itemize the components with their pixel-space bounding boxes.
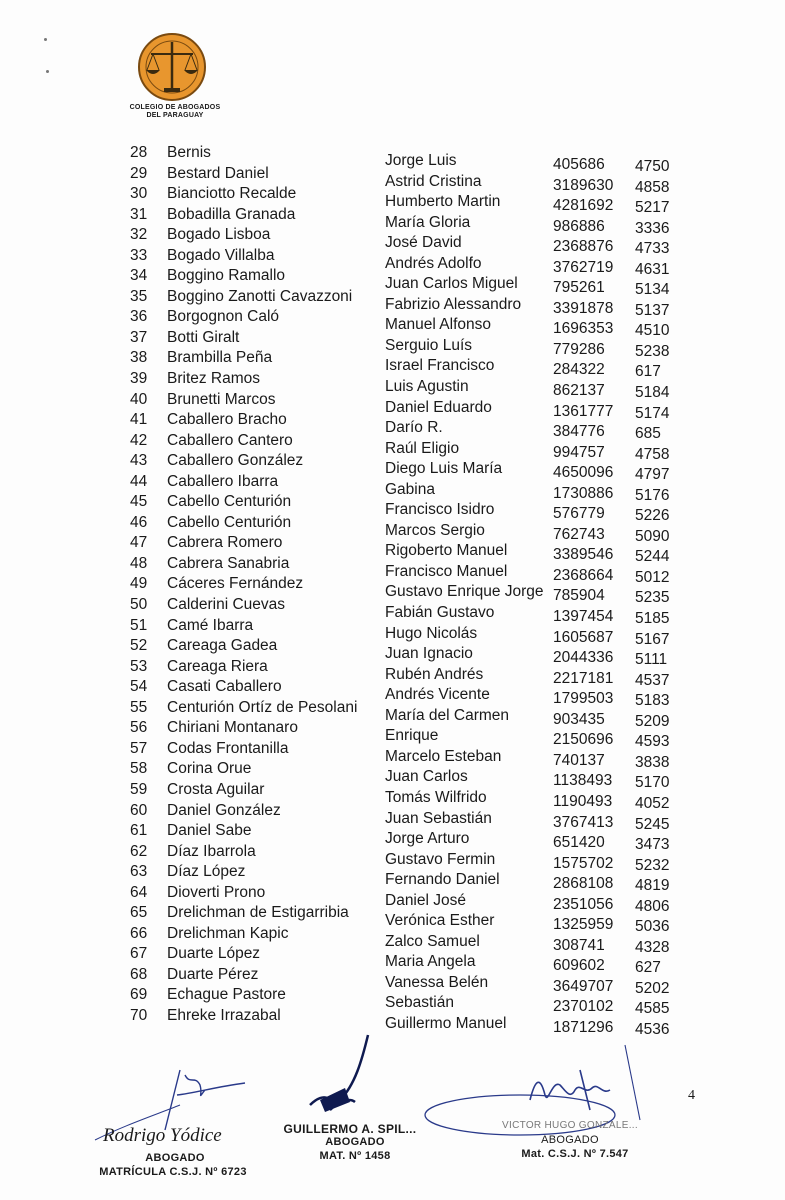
member-given-names: Andrés Adolfo xyxy=(385,254,482,272)
member-registration-number: 5137 xyxy=(635,301,670,319)
member-id-number: 740137 xyxy=(553,751,605,769)
member-given-names: Guillermo Manuel xyxy=(385,1014,507,1032)
member-id-number: 1799503 xyxy=(553,690,614,708)
member-surname: Drelichman Kapic xyxy=(167,924,289,942)
member-id-number: 3649707 xyxy=(553,977,614,995)
member-registration-number: 5245 xyxy=(635,815,670,833)
member-surname: Crosta Aguilar xyxy=(167,780,265,798)
member-id-number: 405686 xyxy=(553,156,605,173)
member-number: 61 xyxy=(130,822,148,840)
member-id-number: 795261 xyxy=(553,279,605,297)
logo-caption: COLEGIO DE ABOGADOS DEL PARAGUAY xyxy=(129,104,221,119)
member-number: 52 xyxy=(130,637,148,655)
member-number: 47 xyxy=(130,534,148,552)
member-given-names: Jorge Arturo xyxy=(385,830,470,848)
member-surname: Díaz Ibarrola xyxy=(167,842,256,860)
member-surname: Botti Giralt xyxy=(167,328,240,346)
member-given-names: Tomás Wilfrido xyxy=(385,788,487,806)
member-id-number: 862137 xyxy=(553,382,605,400)
member-registration-number: 5174 xyxy=(635,404,670,422)
member-registration-number: 617 xyxy=(635,363,661,381)
member-given-names: Israel Francisco xyxy=(385,357,495,375)
member-registration-number: 5217 xyxy=(635,199,670,217)
member-number: 48 xyxy=(130,554,148,572)
member-surname: Daniel Sabe xyxy=(167,822,252,840)
member-surname: Britez Ramos xyxy=(167,370,261,388)
member-registration-number: 5134 xyxy=(635,281,670,299)
member-registration-number: 4797 xyxy=(635,466,670,484)
member-surname: Caballero Ibarra xyxy=(167,472,279,490)
member-surname: Bianciotto Recalde xyxy=(167,185,297,203)
member-surname: Calderini Cuevas xyxy=(167,596,286,614)
member-surname: Bobadilla Granada xyxy=(167,205,296,223)
member-surname: Casati Caballero xyxy=(167,678,282,696)
member-registration-number: 5235 xyxy=(635,589,670,607)
member-id-number: 1190493 xyxy=(553,792,613,810)
member-given-names: José David xyxy=(385,234,462,252)
member-id-number: 4650096 xyxy=(553,464,614,482)
member-registration-number: 4631 xyxy=(635,260,670,278)
member-surname: Bogado Villalba xyxy=(167,246,275,264)
member-id-number: 384776 xyxy=(553,423,605,441)
member-registration-number: 4750 xyxy=(635,158,670,175)
member-surname: Echague Pastore xyxy=(167,986,286,1004)
member-surname: Dioverti Prono xyxy=(167,883,266,901)
member-registration-number: 4536 xyxy=(635,1020,670,1038)
member-number: 30 xyxy=(130,185,148,203)
member-given-names: Vanessa Belén xyxy=(385,973,489,991)
member-registration-number: 4328 xyxy=(635,938,670,956)
member-surname: Corina Orue xyxy=(167,760,252,778)
member-number: 42 xyxy=(130,431,148,449)
member-registration-number: 5202 xyxy=(635,979,670,997)
member-surname: Caballero Cantero xyxy=(167,431,293,449)
member-number: 34 xyxy=(130,267,148,285)
member-id-number: 2351056 xyxy=(553,895,614,913)
member-registration-number: 5184 xyxy=(635,384,670,402)
member-surname: Boggino Zanotti Cavazzoni xyxy=(167,287,353,305)
member-given-names: Hugo Nicolás xyxy=(385,624,478,642)
member-number: 65 xyxy=(130,904,148,922)
member-registration-number: 5012 xyxy=(635,568,670,586)
member-id-number: 4281692 xyxy=(553,197,614,215)
member-id-number: 2368876 xyxy=(553,238,614,256)
member-surname: Codas Frontanilla xyxy=(167,739,289,757)
member-given-names: Fabián Gustavo xyxy=(385,604,495,622)
member-registration-number: 5170 xyxy=(635,774,670,792)
signature-2-registration: MAT. Nº 1458 xyxy=(319,1150,391,1162)
member-id-number: 2044336 xyxy=(553,649,614,667)
member-id-number: 3767413 xyxy=(553,813,614,831)
member-given-names: María del Carmen xyxy=(385,706,510,724)
member-given-names: Darío R. xyxy=(385,419,443,437)
member-registration-number: 5111 xyxy=(635,651,668,669)
member-number: 54 xyxy=(130,678,148,696)
member-id-number: 2150696 xyxy=(553,731,614,749)
member-number: 28 xyxy=(130,144,148,161)
member-registration-number: 5183 xyxy=(635,692,670,710)
member-number: 67 xyxy=(130,945,148,963)
member-number: 57 xyxy=(130,739,148,757)
member-registration-number: 5176 xyxy=(635,486,670,504)
member-number: 41 xyxy=(130,411,148,429)
member-number: 36 xyxy=(130,308,148,326)
member-registration-number: 5232 xyxy=(635,856,670,874)
member-id-number: 2370102 xyxy=(553,998,614,1016)
member-given-names: Maria Angela xyxy=(385,953,476,971)
member-number: 64 xyxy=(130,883,148,901)
member-registration-number: 3838 xyxy=(635,753,670,771)
member-given-names: Fernando Daniel xyxy=(385,871,500,889)
member-id-number: 1730886 xyxy=(553,484,614,502)
member-given-names: Gustavo Fermin xyxy=(385,850,496,868)
member-surname: Caballero González xyxy=(167,452,304,470)
member-id-number: 1397454 xyxy=(553,608,614,626)
member-given-names: Diego Luis María xyxy=(385,460,503,478)
member-given-names: Manuel Alfonso xyxy=(385,316,491,334)
member-number: 69 xyxy=(130,986,148,1004)
member-id-number: 2868108 xyxy=(553,875,614,893)
member-id-number: 1325959 xyxy=(553,916,614,934)
member-number: 62 xyxy=(130,842,148,860)
bar-association-logo xyxy=(120,32,230,132)
member-number: 50 xyxy=(130,596,148,614)
member-registration-number: 4819 xyxy=(635,877,670,895)
member-id-number: 1575702 xyxy=(553,854,614,872)
member-number: 43 xyxy=(130,452,148,470)
member-surname: Cáceres Fernández xyxy=(167,575,304,593)
member-number: 70 xyxy=(130,1006,148,1024)
member-id-number: 2368664 xyxy=(553,566,614,584)
member-number: 33 xyxy=(130,246,148,264)
signature-1-title: ABOGADO xyxy=(145,1152,205,1164)
signature-1-registration: MATRÍCULA C.S.J. Nº 6723 xyxy=(99,1166,247,1178)
member-surname: Careaga Gadea xyxy=(167,637,278,655)
member-surname: Borgognon Caló xyxy=(167,308,280,326)
member-surname: Díaz López xyxy=(167,863,246,881)
member-number: 51 xyxy=(130,616,148,634)
member-id-number: 609602 xyxy=(553,957,605,975)
member-number: 56 xyxy=(130,719,148,737)
member-given-names: Rigoberto Manuel xyxy=(385,542,508,560)
member-number: 49 xyxy=(130,575,148,593)
member-number: 58 xyxy=(130,760,148,778)
member-number: 45 xyxy=(130,493,148,511)
member-number: 38 xyxy=(130,349,148,367)
member-surname: Brambilla Peña xyxy=(167,349,273,367)
member-surname: Cabrera Romero xyxy=(167,534,283,552)
member-surname: Cabello Centurión xyxy=(167,513,292,531)
member-given-names: Fabrizio Alessandro xyxy=(385,295,522,313)
member-registration-number: 5226 xyxy=(635,507,670,525)
member-id-number: 903435 xyxy=(553,710,605,728)
member-id-number: 1696353 xyxy=(553,320,614,338)
member-surname: Boggino Ramallo xyxy=(167,267,286,285)
member-given-names: Juan Ignacio xyxy=(385,645,473,663)
member-given-names: Zalco Samuel xyxy=(385,932,480,950)
member-given-names: Francisco Manuel xyxy=(385,562,508,580)
member-given-names: Gabina xyxy=(385,480,435,498)
member-surname: Bogado Lisboa xyxy=(167,226,271,244)
member-surname: Brunetti Marcos xyxy=(167,390,276,408)
member-given-names: Rubén Andrés xyxy=(385,665,484,683)
member-given-names: Andrés Vicente xyxy=(385,686,490,704)
member-registration-number: 4593 xyxy=(635,733,670,751)
member-registration-number: 685 xyxy=(635,425,661,443)
member-id-number: 284322 xyxy=(553,361,605,379)
member-surname: Daniel González xyxy=(167,801,281,819)
member-given-names: Daniel José xyxy=(385,891,466,909)
member-number: 39 xyxy=(130,370,148,388)
member-registration-number: 4510 xyxy=(635,322,670,340)
member-number: 40 xyxy=(130,390,148,408)
member-id-number: 3762719 xyxy=(553,258,614,276)
page-number: 4 xyxy=(688,1088,695,1103)
member-registration-number: 5167 xyxy=(635,630,670,648)
member-id-number: 785904 xyxy=(553,587,605,605)
member-id-number: 3391878 xyxy=(553,299,614,317)
member-id-number: 1138493 xyxy=(553,772,613,790)
member-registration-number: 4052 xyxy=(635,794,670,812)
member-registration-number: 4858 xyxy=(635,178,670,196)
member-given-names: Jorge Luis xyxy=(385,152,457,169)
member-id-number: 986886 xyxy=(553,217,605,235)
member-surname: Camé Ibarra xyxy=(167,616,254,634)
member-id-number: 3389546 xyxy=(553,546,614,564)
scales-of-justice-icon xyxy=(137,32,207,102)
member-surname: Cabello Centurión xyxy=(167,493,292,511)
member-number: 46 xyxy=(130,513,148,531)
member-id-number: 1605687 xyxy=(553,628,614,646)
member-registration-number: 4733 xyxy=(635,240,670,258)
member-given-names: Marcos Sergio xyxy=(385,521,485,539)
members-list xyxy=(120,143,680,1038)
member-registration-number: 5209 xyxy=(635,712,670,730)
member-registration-number: 627 xyxy=(635,959,661,977)
member-given-names: Astrid Cristina xyxy=(385,172,482,190)
member-registration-number: 3336 xyxy=(635,219,670,237)
member-number: 55 xyxy=(130,698,148,716)
member-surname: Bernis xyxy=(167,144,211,161)
member-id-number: 308741 xyxy=(553,936,605,954)
member-id-number: 651420 xyxy=(553,834,605,852)
signature-3-registration: Mat. C.S.J. Nº 7.547 xyxy=(521,1148,629,1160)
signature-3-title: ABOGADO xyxy=(541,1134,599,1146)
member-registration-number: 4585 xyxy=(635,1000,670,1018)
member-id-number: 994757 xyxy=(553,443,605,461)
member-given-names: Marcelo Esteban xyxy=(385,747,502,765)
member-registration-number: 4806 xyxy=(635,897,670,915)
member-given-names: Daniel Eduardo xyxy=(385,398,492,416)
member-given-names: Francisco Isidro xyxy=(385,501,495,519)
handwritten-signature-2 xyxy=(300,1030,410,1120)
member-given-names: Verónica Esther xyxy=(385,912,495,930)
member-number: 31 xyxy=(130,205,148,223)
member-number: 35 xyxy=(130,287,148,305)
member-number: 66 xyxy=(130,924,148,942)
signature-1-name: Rodrigo Yódice xyxy=(103,1125,222,1146)
member-surname: Cabrera Sanabria xyxy=(167,554,290,572)
member-given-names: Sebastián xyxy=(385,994,454,1012)
member-number: 60 xyxy=(130,801,148,819)
member-registration-number: 4758 xyxy=(635,445,670,463)
member-given-names: Raúl Eligio xyxy=(385,439,460,457)
member-registration-number: 5036 xyxy=(635,918,670,936)
member-number: 63 xyxy=(130,863,148,881)
member-number: 29 xyxy=(130,164,148,182)
member-registration-number: 3473 xyxy=(635,836,670,854)
scan-speck xyxy=(44,38,47,41)
member-registration-number: 4537 xyxy=(635,671,670,689)
member-registration-number: 5244 xyxy=(635,548,670,566)
member-given-names: María Gloria xyxy=(385,213,471,231)
member-given-names: Juan Carlos Miguel xyxy=(385,275,518,293)
signature-2-title: ABOGADO xyxy=(325,1136,385,1148)
member-id-number: 779286 xyxy=(553,340,605,358)
member-row xyxy=(120,1006,680,1038)
member-number: 53 xyxy=(130,657,148,675)
signature-2-name: GUILLERMO A. SPIL... xyxy=(283,1122,417,1136)
scan-speck xyxy=(46,70,49,73)
member-number: 37 xyxy=(130,328,148,346)
member-number: 59 xyxy=(130,780,148,798)
member-registration-number: 5185 xyxy=(635,610,670,628)
member-given-names: Juan Carlos xyxy=(385,768,468,786)
member-surname: Chiriani Montanaro xyxy=(167,719,298,737)
member-surname: Drelichman de Estigarribia xyxy=(167,904,349,922)
member-given-names: Enrique xyxy=(385,727,439,745)
member-number: 32 xyxy=(130,226,148,244)
member-registration-number: 5238 xyxy=(635,342,670,360)
member-number: 68 xyxy=(130,965,148,983)
member-surname: Centurión Ortíz de Pesolani xyxy=(167,698,358,716)
member-id-number: 1361777 xyxy=(553,402,614,420)
member-surname: Duarte Pérez xyxy=(167,965,259,983)
signature-3-name: VICTOR HUGO GONZALE... xyxy=(502,1120,638,1131)
member-surname: Duarte López xyxy=(167,945,261,963)
member-surname: Careaga Riera xyxy=(167,657,268,675)
member-id-number: 2217181 xyxy=(553,669,614,687)
member-surname: Ehreke Irrazabal xyxy=(167,1006,281,1024)
member-registration-number: 5090 xyxy=(635,527,670,545)
member-id-number: 1871296 xyxy=(553,1018,614,1036)
member-surname: Caballero Bracho xyxy=(167,411,287,429)
member-id-number: 576779 xyxy=(553,505,605,523)
member-given-names: Luis Agustin xyxy=(385,378,469,396)
member-id-number: 762743 xyxy=(553,525,605,543)
member-surname: Bestard Daniel xyxy=(167,164,269,182)
member-number: 44 xyxy=(130,472,148,490)
member-given-names: Juan Sebastián xyxy=(385,809,492,827)
member-id-number: 3189630 xyxy=(553,176,614,194)
member-given-names: Gustavo Enrique Jorge xyxy=(385,583,544,601)
member-given-names: Serguio Luís xyxy=(385,336,473,354)
member-given-names: Humberto Martin xyxy=(385,193,501,211)
